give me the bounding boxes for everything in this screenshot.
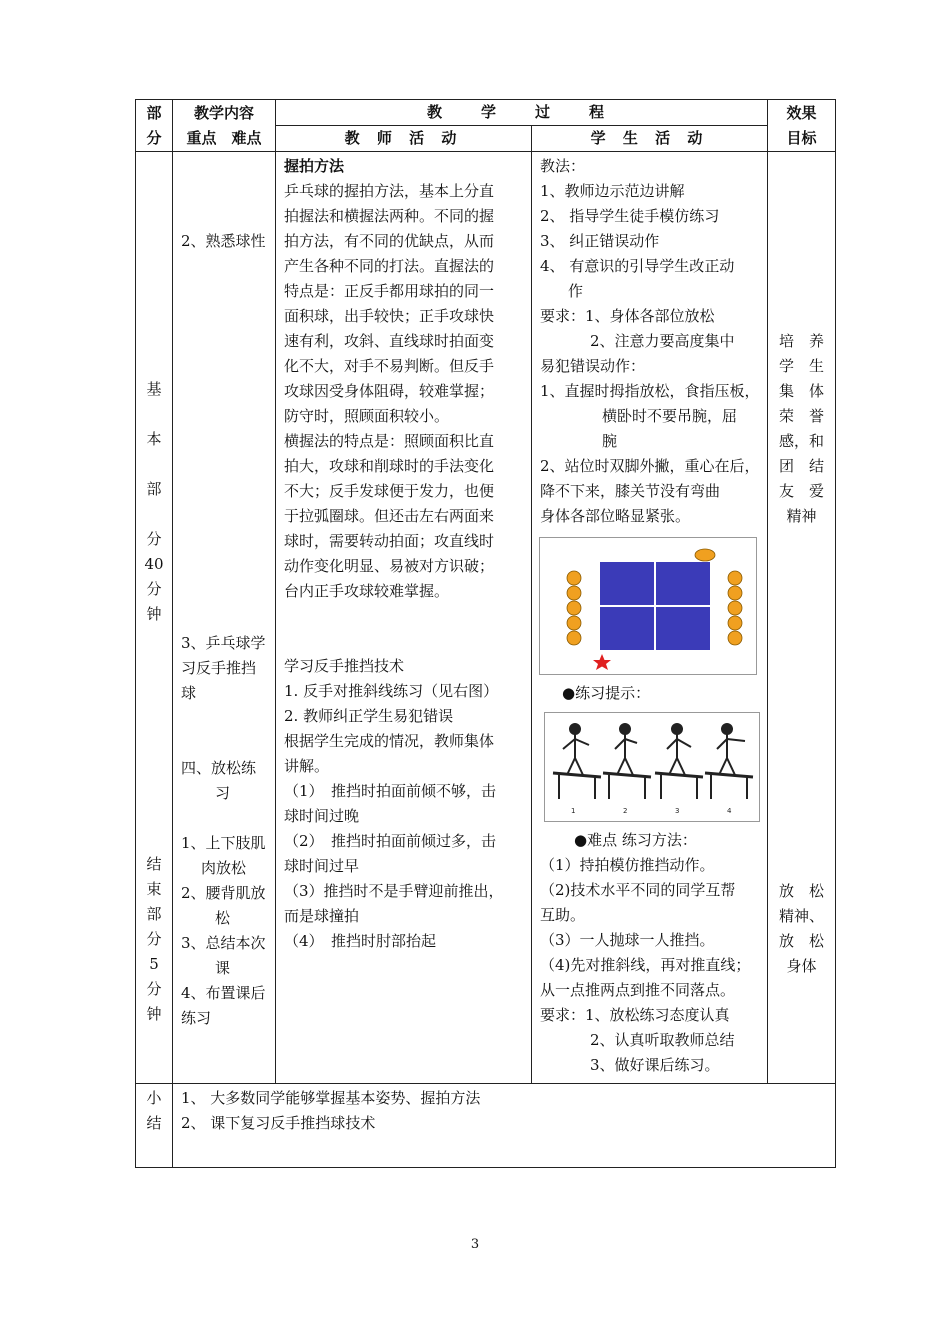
player-group-right <box>728 571 742 645</box>
header-section: 部 分 <box>136 100 173 152</box>
practice-diagram <box>539 537 757 675</box>
table-quadrant <box>656 562 710 605</box>
student-activity: 教法： 1、教师边示范边讲解 2、 指导学生徒手模仿练习 3、 纠正错误动作 4、 有意识的引导学生改正动 作 要求：1、身体各部位放松 2、注意力要高度集中 易犯错误动作： 1、直握时拇指放松，食指压板， 横卧时不要吊腕，屈 腕 2、站位时双脚外撇，重心在后， 降不下来，膝关节没有弯曲 身体各部位略显紧张。 ●练习提示： 1 2 3 4 ●难点 练习方法： （1）持拍模仿推挡动作。 （2)技术水平不同的同学互帮 互助。 （3）一人抛球一人推挡。 （4)先对推斜线，再对推直线； 从一点推两点到推不同落点。 要求：1、放松练习态度认真 2、认真听取教师总结 3、做好课后练习。 <box>532 152 768 1084</box>
text-line: 讲解。 <box>284 757 330 775</box>
figure-number: 3 <box>675 807 680 815</box>
table-quadrant <box>600 607 654 650</box>
figure-number: 1 <box>571 807 576 815</box>
shakehand-paragraph <box>284 429 527 604</box>
text-line: 2. 教师纠正学生易犯错误 <box>284 707 454 725</box>
header-process: 教 学 过 程 <box>276 100 768 126</box>
text-line: （1） 推挡时拍面前倾不够，击 <box>284 782 497 800</box>
text-line: 动作变化明显、易被对方识破； <box>284 557 495 575</box>
teaching-content: 2、熟悉球性 3、乒乓球学 习反手推挡 球 四、放松练 习 1、上下肢肌 肉放松 2、腰背肌放 松 3、总结本次 课 4、布置课后 练习 <box>173 152 276 1084</box>
header-student: 学 生 活 动 <box>532 126 768 152</box>
text-line: 球时间过晚 <box>284 807 360 825</box>
text-line: 拍握法和横握法两种。不同的握 <box>284 207 495 225</box>
text-line: 攻球因受身体阻碍，较难掌握； <box>284 382 495 400</box>
coach-marker <box>695 549 715 561</box>
push-block-figure <box>544 712 760 822</box>
header-content: 教学内容 重点 难点 <box>173 100 276 152</box>
text-line: 特点是：正反手都用球拍的同一 <box>284 282 495 300</box>
text-line: 球时，需要转动拍面；攻直线时 <box>284 532 495 550</box>
section-labels: 基 本 部 分 40 分 钟 结 束 部 分 5 分 钟 <box>136 152 173 1084</box>
table-quadrant <box>600 562 654 605</box>
push-block-paragraph <box>284 654 527 954</box>
text-line: 横握法的特点是：照顾面积比直 <box>284 432 495 450</box>
figure-number: 2 <box>623 807 628 815</box>
text-line: 台内正手攻球较难掌握。 <box>284 582 450 600</box>
player-group-left <box>567 571 581 645</box>
table-quadrant <box>656 607 710 650</box>
grip-paragraph <box>284 179 527 429</box>
text-line: 于拉弧圈球。但还击左右两面来 <box>284 507 495 525</box>
text-line: 1. 反手对推斜线练习（见右图） <box>284 682 499 700</box>
text-line: 而是球撞拍 <box>284 907 360 925</box>
header-teacher: 教 师 活 动 <box>276 126 532 152</box>
grip-title: 握拍方法 <box>284 157 345 175</box>
effect-goals: 培 养 学 生 集 体 荣 誉 感，和 团 结 友 爱 精神 放 松 精神、 放 松 身体 <box>768 152 836 1084</box>
text-line: 拍大，攻球和削球时的手法变化 <box>284 457 495 475</box>
text-line: 产生各种不同的打法。直握法的 <box>284 257 495 275</box>
text-line: 拍方法，有不同的优缺点，从而 <box>284 232 495 250</box>
teacher-activity <box>276 152 532 1084</box>
text-line: （4） 推挡时肘部抬起 <box>284 932 437 950</box>
summary-content: 1、 大多数同学能够掌握基本姿势、握拍方法 2、 课下复习反手推挡球技术 <box>173 1084 836 1168</box>
figure-number: 4 <box>727 807 732 815</box>
summary-label: 小 结 <box>136 1084 173 1168</box>
text-line: （2） 推挡时拍面前倾过多，击 <box>284 832 497 850</box>
page-number: 3 <box>470 1237 480 1252</box>
text-line: 速有利，攻斜、直线球时拍面变 <box>284 332 495 350</box>
text-line: 乒乓球的握拍方法，基本上分直 <box>284 182 495 200</box>
text-line: 不大；反手发球便于发力，也便 <box>284 482 495 500</box>
text-line: 学习反手推挡技术 <box>284 657 405 675</box>
text-line: 面积球，出手较快；正手攻球快 <box>284 307 495 325</box>
lesson-plan-table <box>135 99 836 1168</box>
text-line: 防守时，照顾面积较小。 <box>284 407 450 425</box>
text-line: 化不大，对手不易判断。但反手 <box>284 357 495 375</box>
text-line: （3）推挡时不是手臂迎前推出， <box>284 882 504 900</box>
text-line: 根据学生完成的情况，教师集体 <box>284 732 495 750</box>
text-line: 球时间过早 <box>284 857 360 875</box>
header-effect: 效果 目标 <box>768 100 836 152</box>
